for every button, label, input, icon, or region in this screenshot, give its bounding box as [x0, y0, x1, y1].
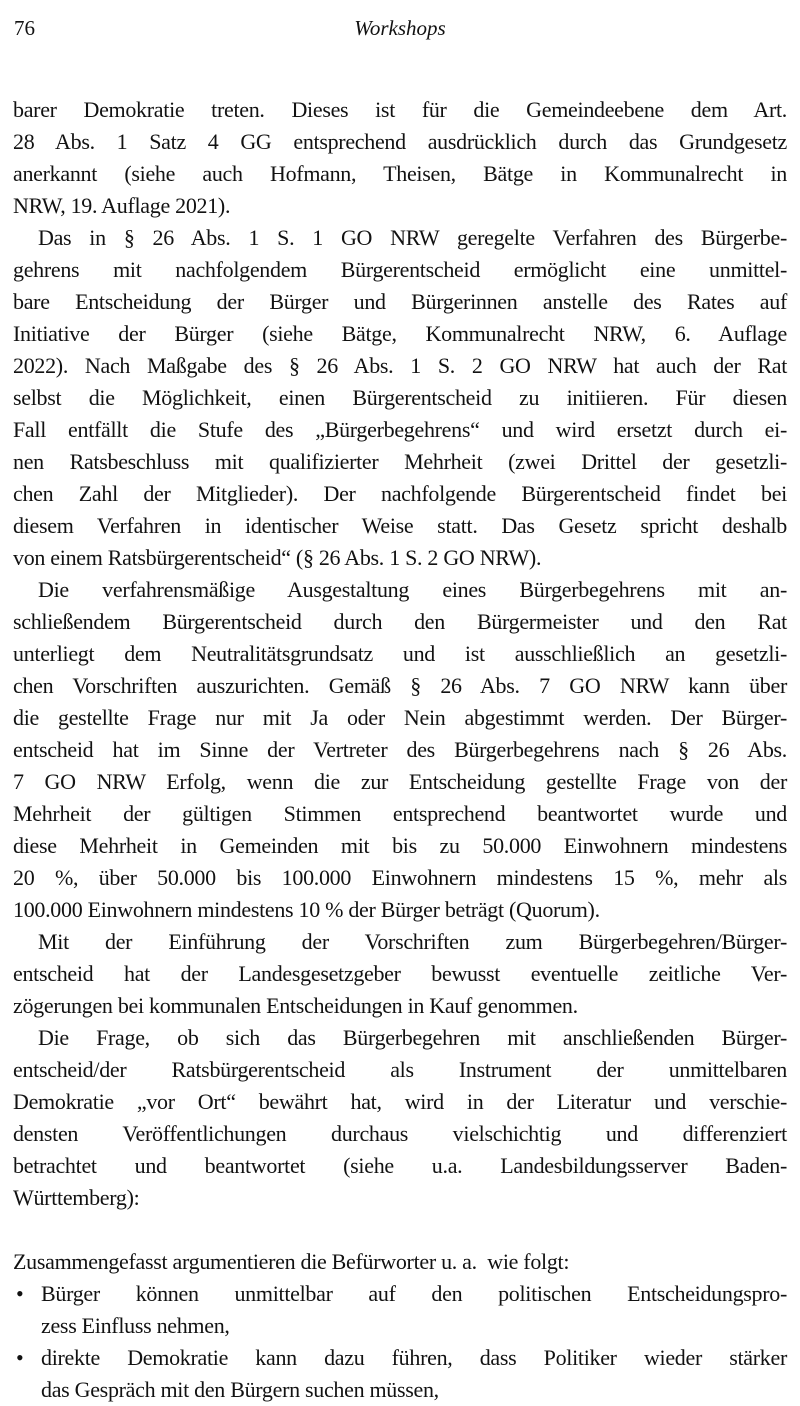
text-line: Zusammengefasst argumentieren die Befürworter u. a. wie folgt:	[13, 1249, 570, 1274]
bullet-icon: •	[16, 1345, 24, 1370]
paragraph	[13, 222, 787, 574]
text-line: gehrens mit nachfolgendem Bürgerentscheid ermöglicht eine unmittel-	[13, 257, 787, 282]
text-line: Initiative der Bürger (siehe Bätge, Kommunalrecht NRW, 6. Auflage	[13, 321, 787, 346]
text-line: Die verfahrensmäßige Ausgestaltung eines Bürgerbegehrens mit an-	[38, 577, 787, 602]
text-line: Mit der Einführung der Vorschriften zum Bürgerbegehren/Bürger-	[38, 929, 787, 954]
text-line: diese Mehrheit in Gemeinden mit bis zu 50.000 Einwohnern mindestens	[13, 833, 787, 858]
paragraph-spacer	[13, 1214, 787, 1246]
text-line: Demokratie „vor Ort“ bewährt hat, wird in der Literatur und verschie-	[13, 1089, 787, 1114]
text-line: 2022). Nach Maßgabe des § 26 Abs. 1 S. 2 GO NRW hat auch der Rat	[13, 353, 787, 378]
paragraph	[13, 574, 787, 926]
text-line: NRW, 19. Auflage 2021).	[13, 193, 231, 218]
text-line: unterliegt dem Neutralitätsgrundsatz und ist ausschließlich an gesetzli-	[13, 641, 787, 666]
text-line: Bürger können unmittelbar auf den politischen Entscheidungspro-	[41, 1281, 787, 1306]
text-body	[13, 94, 787, 1406]
paragraph	[13, 94, 787, 222]
text-line: Fall entfällt die Stufe des „Bürgerbegehrens“ und wird ersetzt durch ei-	[13, 417, 787, 442]
text-line: zess Einfluss nehmen,	[41, 1313, 230, 1338]
text-line: barer Demokratie treten. Dieses ist für die Gemeindeebene dem Art.	[13, 97, 787, 122]
text-line: das Gespräch mit den Bürgern suchen müssen,	[41, 1377, 439, 1402]
text-line: chen Zahl der Mitglieder). Der nachfolgende Bürgerentscheid findet bei	[13, 481, 787, 506]
text-line: entscheid hat der Landesgesetzgeber bewusst eventuelle zeitliche Ver-	[13, 961, 787, 986]
paragraph	[13, 1246, 787, 1278]
text-line: betrachtet und beantwortet (siehe u.a. Landesbildungsserver Baden-	[13, 1153, 787, 1178]
text-line: direkte Demokratie kann dazu führen, dass Politiker wieder stärker	[41, 1345, 787, 1370]
text-line: 7 GO NRW Erfolg, wenn die zur Entscheidung gestellte Frage von der	[13, 769, 787, 794]
text-line: densten Veröffentlichungen durchaus vielschichtig und differenziert	[13, 1121, 787, 1146]
text-line: bare Entscheidung der Bürger und Bürgerinnen anstelle des Rates auf	[13, 289, 787, 314]
bullet-icon: •	[16, 1281, 24, 1306]
text-line: von einem Ratsbürgerentscheid“ (§ 26 Abs. 1 S. 2 GO NRW).	[13, 545, 542, 570]
text-line: 100.000 Einwohnern mindestens 10 % der Bürger beträgt (Quorum).	[13, 897, 600, 922]
text-line: diesem Verfahren in identischer Weise statt. Das Gesetz spricht deshalb	[13, 513, 787, 538]
text-line: anerkannt (siehe auch Hofmann, Theisen, Bätge in Kommunalrecht in	[13, 161, 787, 186]
running-title: Workshops	[354, 16, 446, 40]
text-line: die gestellte Frage nur mit Ja oder Nein abgestimmt werden. Der Bürger-	[13, 705, 787, 730]
text-line: 28 Abs. 1 Satz 4 GG entsprechend ausdrücklich durch das Grundgesetz	[13, 129, 787, 154]
text-line: entscheid hat im Sinne der Vertreter des Bürgerbegehrens nach § 26 Abs.	[13, 737, 787, 762]
paragraph	[13, 1022, 787, 1214]
bullet-item	[13, 1278, 787, 1342]
text-line: zögerungen bei kommunalen Entscheidungen in Kauf genommen.	[13, 993, 578, 1018]
text-line: selbst die Möglichkeit, einen Bürgerentscheid zu initiieren. Für diesen	[13, 385, 787, 410]
text-line: schließendem Bürgerentscheid durch den Bürgermeister und den Rat	[13, 609, 787, 634]
text-line: nen Ratsbeschluss mit qualifizierter Mehrheit (zwei Drittel der gesetzli-	[13, 449, 787, 474]
paragraph	[13, 926, 787, 1022]
text-line: Mehrheit der gültigen Stimmen entsprechend beantwortet wurde und	[13, 801, 787, 826]
text-line: Das in § 26 Abs. 1 S. 1 GO NRW geregelte Verfahren des Bürgerbe-	[38, 225, 787, 250]
text-line: Württemberg):	[13, 1185, 140, 1210]
page-header	[14, 15, 786, 45]
text-line: 20 %, über 50.000 bis 100.000 Einwohnern mindestens 15 %, mehr als	[13, 865, 787, 890]
page-number: 76	[14, 16, 35, 40]
bullet-item	[13, 1342, 787, 1406]
text-line: Die Frage, ob sich das Bürgerbegehren mit anschließenden Bürger-	[38, 1025, 787, 1050]
text-line: chen Vorschriften auszurichten. Gemäß § 26 Abs. 7 GO NRW kann über	[13, 673, 787, 698]
text-line: entscheid/der Ratsbürgerentscheid als Instrument der unmittelbaren	[13, 1057, 787, 1082]
